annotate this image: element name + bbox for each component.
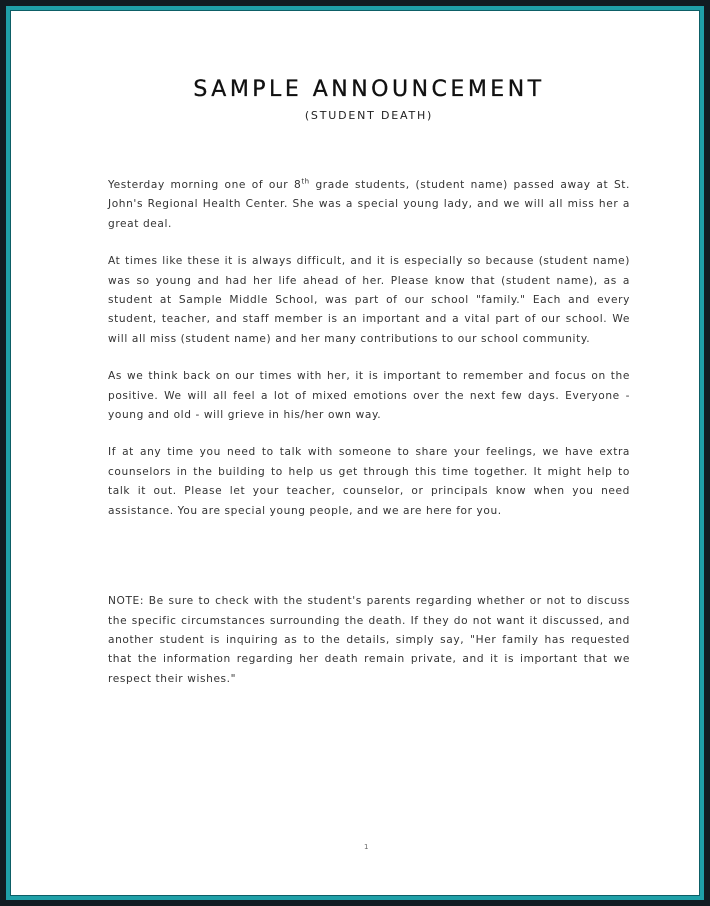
document-page — [108, 70, 630, 689]
paragraph-1 — [108, 176, 630, 234]
document-subtitle: (STUDENT DEATH) — [304, 109, 434, 122]
note-paragraph: NOTE: Be sure to check with the student's parents regarding whether or not to discuss the specific circumstances surrounding the death. If they do not want it discussed, and another student is inquiring as to the details, simply say, "Her family has requested that the information regarding her death remain private, and it is important that we respect their wishes." — [108, 595, 630, 685]
document-title: SAMPLE ANNOUNCEMENT — [193, 77, 545, 102]
paragraph-1-text-a: Yesterday morning one of our 8 — [108, 179, 302, 191]
paragraph-3: As we think back on our times with her, it is important to remember and focus on the positive. We will all feel a lot of mixed emotions over the next few days. Everyone - young and old - will grieve in his/her own way. — [108, 370, 630, 422]
paragraph-4: If at any time you need to talk with someone to share your feelings, we have extra counselors in the building to help us get through this time together. It might help to talk it out. Please let your teacher, counselor, or principals know when you need assistance. You are special young people, and we are here for you. — [108, 446, 630, 517]
ordinal-suffix: th — [301, 177, 310, 186]
page-number: 1 — [364, 843, 369, 851]
paragraph-1-text-b: grade students, (student name) passed away at St. John's Regional Health Center. She was a special young lady, and we will all miss her a great deal. — [108, 179, 631, 230]
paragraph-2: At times like these it is always difficult, and it is especially so because (student name) was so young and had her life ahead of her. Please know that (student name), as a student at Sample Middle School, was part of our school "family." Each and every student, teacher, and staff member is an important and a vital part of our school. We will all miss (student name) and her many contributions to our school community. — [108, 255, 630, 345]
